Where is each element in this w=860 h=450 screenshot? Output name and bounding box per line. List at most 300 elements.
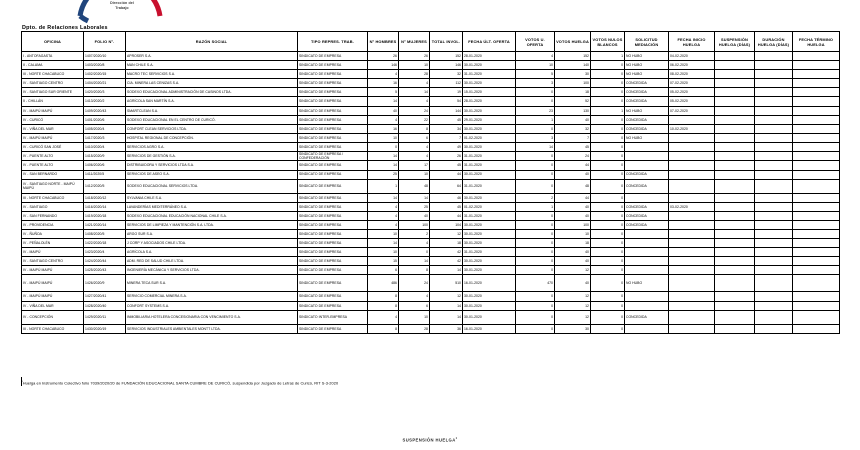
cell-fecha_termino <box>793 97 840 106</box>
cell-fecha_inicio <box>669 220 715 229</box>
cell-mujeres: 25 <box>399 202 430 211</box>
cell-mujeres: 2 <box>399 230 430 239</box>
cell-razon: SODEXO EDUCACIONAL EDUCACIÓN NACIONAL CHILE S.A. <box>126 211 298 220</box>
cell-folio: 1421/2020/14 <box>84 220 126 229</box>
cell-duracion <box>755 310 793 324</box>
cell-oficina: IV - ÑUÑOA <box>22 230 84 239</box>
cell-total: 36 <box>430 324 463 333</box>
cell-fecha_ut: 30-01-2020 <box>463 239 516 248</box>
cell-votos_nulos: 0 <box>591 79 625 88</box>
cell-total: 45 <box>430 202 463 211</box>
cell-razon: SODEXO EDUCACIONAL SERVICIOS LTDA. <box>126 179 298 193</box>
cell-mujeres: 8 <box>399 124 430 133</box>
cell-mujeres: 4 <box>399 79 430 88</box>
cell-votos_nulos: 0 <box>591 239 625 248</box>
cell-folio: 1430/2020/19 <box>84 324 126 333</box>
cell-razon: SERVICIOS AGRO S.A. <box>126 142 298 151</box>
cell-solicitud <box>625 266 669 275</box>
cell-votos_h: 10 <box>555 230 591 239</box>
cell-folio: 1413/2020/2 <box>84 97 126 106</box>
cell-oficina: II - CALAMA <box>22 61 84 70</box>
cell-mujeres: 100 <box>399 220 430 229</box>
cell-fecha_inicio: 07-02-2020 <box>669 106 715 115</box>
cell-fecha_ut: 31-01-2020 <box>463 70 516 79</box>
logo-text <box>84 1 160 10</box>
cell-suspension <box>715 106 755 115</box>
cell-duracion <box>755 193 793 202</box>
cell-votos_u: 0 <box>516 88 555 97</box>
column-header-votos_u: VOTOS U. OFERTA <box>516 32 555 52</box>
cell-tipo: SINDICATO DE EMPRESA <box>298 61 368 70</box>
table-row <box>22 97 840 106</box>
cell-folio: 1409/2020/43 <box>84 106 126 115</box>
cell-solicitud: CONCEDIDA <box>625 211 669 220</box>
cell-suspension <box>715 266 755 275</box>
cell-duracion <box>755 292 793 301</box>
cell-hombres: 1 <box>368 179 399 193</box>
cell-duracion <box>755 179 793 193</box>
cell-hombres: 146 <box>368 61 399 70</box>
cell-fecha_termino <box>793 301 840 310</box>
cell-suspension <box>715 79 755 88</box>
cell-mujeres: 8 <box>399 266 430 275</box>
cell-solicitud: CONCEDIDA <box>625 220 669 229</box>
cell-fecha_ut: 30-01-2020 <box>463 124 516 133</box>
cell-tipo: SINDICATO DE EMPRESA <box>298 275 368 292</box>
column-header-hombres: N° HOMBRES <box>368 32 399 52</box>
cell-total: 7 <box>430 133 463 142</box>
cell-votos_h: 24 <box>555 152 591 161</box>
cell-suspension <box>715 115 755 124</box>
cell-razon: SMARTCLEAN S.A. <box>126 106 298 115</box>
column-header-duracion: DURACIÓN HUELGA (DÍAS) <box>755 32 793 52</box>
cell-mujeres: 10 <box>399 61 430 70</box>
cell-solicitud: CONCEDIDA <box>625 79 669 88</box>
cell-hombres: 14 <box>368 193 399 202</box>
cell-solicitud <box>625 324 669 333</box>
cell-folio: 1427/2020/41 <box>84 292 126 301</box>
cell-votos_u: 3 <box>516 79 555 88</box>
cell-oficina: IV - SANTIAGO NORTE - MAIPÚ MAIPÚ <box>22 179 84 193</box>
cell-oficina: IV - PUENTE ALTO <box>22 152 84 161</box>
cell-votos_u: 23 <box>516 106 555 115</box>
cell-suspension <box>715 142 755 151</box>
cell-suspension <box>715 52 755 61</box>
footnote <box>21 378 841 386</box>
cell-total: 42 <box>430 248 463 257</box>
cell-oficina: II - CHILLÁN <box>22 97 84 106</box>
cell-suspension <box>715 88 755 97</box>
cell-tipo: SINDICATO DE EMPRESA <box>298 52 368 61</box>
cell-votos_h: 40 <box>555 257 591 266</box>
cell-duracion <box>755 124 793 133</box>
cell-mujeres: 4 <box>399 239 430 248</box>
cell-razon: SERVICIO COMERCIAL MINERA S.A. <box>126 292 298 301</box>
cell-tipo: SINDICATO DE EMPRESA <box>298 230 368 239</box>
cell-tipo: SINDICATO DE EMPRESA <box>298 133 368 142</box>
cell-total: 12 <box>430 292 463 301</box>
cell-oficina: IV - MAIPÚ MAIPÚ <box>22 266 84 275</box>
cell-total: 14 <box>430 301 463 310</box>
cell-fecha_termino <box>793 70 840 79</box>
cell-votos_u: 5 <box>516 70 555 79</box>
cell-votos_nulos: 0 <box>591 248 625 257</box>
cell-suspension <box>715 202 755 211</box>
table-row <box>22 124 840 133</box>
cell-hombres: 14 <box>368 97 399 106</box>
table-row <box>22 266 840 275</box>
cell-votos_u: 0 <box>516 211 555 220</box>
cell-folio: 1426/2020/9 <box>84 275 126 292</box>
cell-total: 152 <box>430 52 463 61</box>
cell-duracion <box>755 211 793 220</box>
cell-razon: ADM. RED DE SALUD CHILE LTDA. <box>126 257 298 266</box>
cell-votos_h: 40 <box>555 248 591 257</box>
table-row <box>22 220 840 229</box>
column-header-folio: FOLIO N°. <box>84 32 126 52</box>
cell-hombres: 4 <box>368 220 399 229</box>
cell-fecha_ut: 30-01-2020 <box>463 106 516 115</box>
cell-mujeres: 48 <box>399 179 430 193</box>
cell-votos_nulos: 1 <box>591 52 625 61</box>
cell-fecha_inicio: 07-02-2020 <box>669 79 715 88</box>
cell-fecha_ut: 30-01-2020 <box>463 79 516 88</box>
cell-votos_nulos: 0 <box>591 202 625 211</box>
cell-hombres: 4 <box>368 70 399 79</box>
cell-votos_h: 18 <box>555 88 591 97</box>
cell-votos_u: 0 <box>516 152 555 161</box>
cell-folio: 1417/2020/3 <box>84 133 126 142</box>
column-header-votos_nulos: VOTOS NULOS BLANCOS <box>591 32 625 52</box>
cell-total: 112 <box>430 79 463 88</box>
cell-folio: 1419/2020/18 <box>84 211 126 220</box>
column-header-total: TOTAL INVOL. <box>430 32 463 52</box>
cell-total: 26 <box>430 152 463 161</box>
cell-votos_u: 0 <box>516 248 555 257</box>
cell-solicitud: NO HUBO <box>625 70 669 79</box>
cell-razon: INGENIERÍA MECÁNICA Y SERVICIOS LTDA. <box>126 266 298 275</box>
cell-suspension <box>715 324 755 333</box>
cell-votos_u: 0 <box>516 257 555 266</box>
cell-oficina: IV - SANTIAGO <box>22 202 84 211</box>
cell-total: 14 <box>430 310 463 324</box>
cell-oficina: IV - PROVIDENCIA <box>22 220 84 229</box>
cell-votos_h: 44 <box>555 193 591 202</box>
cell-fecha_termino <box>793 324 840 333</box>
cell-solicitud: CONCEDIDA <box>625 88 669 97</box>
cell-votos_h: 44 <box>555 161 591 170</box>
cell-razon: APROSER S.A. <box>126 52 298 61</box>
cell-duracion <box>755 248 793 257</box>
table-row <box>22 324 840 333</box>
cell-oficina: III - NORTE CHACABUCO <box>22 324 84 333</box>
cell-suspension <box>715 133 755 142</box>
cell-votos_nulos: 0 <box>591 266 625 275</box>
cell-oficina: IV - SANTIAGO SUR ORIENTE <box>22 88 84 97</box>
cell-solicitud: NO HUBO <box>625 106 669 115</box>
cell-folio: 1420/2020/3 <box>84 88 126 97</box>
table-row <box>22 230 840 239</box>
cell-fecha_termino <box>793 179 840 193</box>
table-row <box>22 257 840 266</box>
cell-razon: ARGO SUR S.A. <box>126 230 298 239</box>
cell-mujeres: 14 <box>399 88 430 97</box>
cell-tipo: SINDICATO DE EMPRESA <box>298 266 368 275</box>
cell-tipo: SINDICATO DE EMPRESA <box>298 124 368 133</box>
table-row <box>22 211 840 220</box>
cell-fecha_ut: 31-01-2020 <box>463 211 516 220</box>
cell-votos_u: 0 <box>516 266 555 275</box>
cell-total: 12 <box>430 230 463 239</box>
cell-folio: 1416/2020/14 <box>84 202 126 211</box>
table-row <box>22 292 840 301</box>
cell-fecha_inicio <box>669 133 715 142</box>
cell-fecha_inicio: 05-02-2020 <box>669 88 715 97</box>
cell-duracion <box>755 79 793 88</box>
cell-total: 144 <box>430 106 463 115</box>
cell-tipo: SINDICATO DE EMPRESA <box>298 292 368 301</box>
cell-fecha_termino <box>793 211 840 220</box>
cell-fecha_termino <box>793 170 840 179</box>
cell-fecha_inicio: 05-02-2020 <box>669 97 715 106</box>
cell-razon: SODEXO EDUCACIONAL ADMINISTRACIÓN DE CASINOS LTDA. <box>126 88 298 97</box>
cell-razon: SERVICIOS DE LIMPIEZA Y MANTENCIÓN S.A. LTDA. <box>126 220 298 229</box>
cell-fecha_termino <box>793 88 840 97</box>
cell-suspension <box>715 257 755 266</box>
table-row <box>22 115 840 124</box>
cell-hombres: 16 <box>368 79 399 88</box>
cell-votos_nulos: 0 <box>591 230 625 239</box>
cell-mujeres: 0 <box>399 248 430 257</box>
cell-hombres: 8 <box>368 324 399 333</box>
cell-folio: 1405/2020/4 <box>84 124 126 133</box>
cell-fecha_ut: 31-01-2020 <box>463 152 516 161</box>
table-row <box>22 248 840 257</box>
cell-duracion <box>755 239 793 248</box>
cell-votos_nulos: 0 <box>591 211 625 220</box>
cell-razon: MINERA TECA SUR S.A. <box>126 275 298 292</box>
cell-fecha_termino <box>793 193 840 202</box>
cell-fecha_ut: 30-01-2020 <box>463 193 516 202</box>
cell-razon: SERVICIOS DE GESTIÓN S.A. <box>126 152 298 161</box>
cell-fecha_ut: 01-02-2020 <box>463 202 516 211</box>
cell-mujeres: 26 <box>399 52 430 61</box>
cell-votos_nulos: 0 <box>591 152 625 161</box>
table-row <box>22 193 840 202</box>
cell-duracion <box>755 230 793 239</box>
cell-tipo: SINDICATO DE EMPRESA <box>298 193 368 202</box>
cell-razon: MAN CHILE S.A. <box>126 61 298 70</box>
table-row <box>22 301 840 310</box>
cell-folio: 1407/2020/10 <box>84 52 126 61</box>
cell-fecha_inicio <box>669 248 715 257</box>
cell-suspension <box>715 179 755 193</box>
cell-razon: DISTRIBUIDORA Y SERVICIOS LTDA S.A. <box>126 161 298 170</box>
cell-fecha_inicio <box>669 292 715 301</box>
cell-fecha_termino <box>793 115 840 124</box>
cell-folio: 1412/2020/5 <box>84 179 126 193</box>
cell-votos_u: 0 <box>516 292 555 301</box>
table-row <box>22 275 840 292</box>
cell-votos_nulos: 1 <box>591 106 625 115</box>
cell-solicitud: CONCEDIDA <box>625 115 669 124</box>
cell-hombres: 10 <box>368 230 399 239</box>
cell-fecha_ut: 30-01-2020 <box>463 257 516 266</box>
cell-hombres: 4 <box>368 211 399 220</box>
cell-votos_u: 0 <box>516 324 555 333</box>
cell-votos_u: 2 <box>516 193 555 202</box>
cell-hombres: 40 <box>368 106 399 115</box>
cell-tipo: SINDICATO INTER-EMPRESA <box>298 310 368 324</box>
table-row <box>22 133 840 142</box>
cell-fecha_inicio: 04-02-2020 <box>669 52 715 61</box>
cell-total: 42 <box>430 257 463 266</box>
column-header-votos_h: VOTOS HUELGA <box>555 32 591 52</box>
cell-votos_u: 0 <box>516 239 555 248</box>
cell-votos_nulos: 0 <box>591 220 625 229</box>
cell-hombres: 4 <box>368 310 399 324</box>
cell-votos_h: 140 <box>555 61 591 70</box>
table-row <box>22 239 840 248</box>
cell-suspension <box>715 170 755 179</box>
cell-votos_h: 100 <box>555 220 591 229</box>
cell-duracion <box>755 88 793 97</box>
cell-fecha_inicio <box>669 257 715 266</box>
cell-suspension <box>715 310 755 324</box>
cell-votos_h: 30 <box>555 70 591 79</box>
cell-hombres: 4 <box>368 115 399 124</box>
cell-fecha_termino <box>793 230 840 239</box>
cell-votos_nulos: 0 <box>591 301 625 310</box>
cell-fecha_inicio <box>669 142 715 151</box>
cell-oficina: IV - MAIPÚ MAIPÚ <box>22 106 84 115</box>
cell-duracion <box>755 142 793 151</box>
cell-duracion <box>755 170 793 179</box>
cell-mujeres: 4 <box>399 142 430 151</box>
cell-mujeres: 22 <box>399 115 430 124</box>
cell-razon: SERVICIOS INDUSTRIALES AMBIENTALES MONTT LTDA. <box>126 324 298 333</box>
cell-fecha_inicio <box>669 115 715 124</box>
cell-fecha_ut: 30-01-2020 <box>463 220 516 229</box>
cell-votos_nulos: 0 <box>591 133 625 142</box>
table-row <box>22 61 840 70</box>
cell-duracion <box>755 301 793 310</box>
cell-solicitud <box>625 257 669 266</box>
cell-mujeres: 10 <box>399 170 430 179</box>
cell-total: 54 <box>430 97 463 106</box>
footnote-text: Huelga en Instrumento Colectivo folio 7039/2020/20 de FUNDACIÓN EDUCACIONAL SANTA CUMBRE DE CURICÓ, suspendida por Juzgado de Letras de Curicó, RIT S-3-2020 <box>22 380 339 386</box>
cell-fecha_inicio <box>669 266 715 275</box>
department-heading: Dpto. de Relaciones Laborales <box>22 25 108 31</box>
cell-fecha_termino <box>793 106 840 115</box>
cell-votos_h: 45 <box>555 142 591 151</box>
cell-fecha_termino <box>793 61 840 70</box>
cell-razon: CONFORT CLEAN SERVICIOS LTDA. <box>126 124 298 133</box>
cell-hombres: 6 <box>368 266 399 275</box>
cell-folio: 1422/2020/18 <box>84 239 126 248</box>
cell-votos_h: 40 <box>555 115 591 124</box>
cell-fecha_termino <box>793 152 840 161</box>
cell-oficina: IV - MAIPÚ MAIPÚ <box>22 275 84 292</box>
cell-mujeres: 14 <box>399 193 430 202</box>
cell-votos_u: 0 <box>516 310 555 324</box>
cell-razon: AGRÍCOLA SAN MARTÍN S.A. <box>126 97 298 106</box>
cell-oficina: IV - VIÑA DEL MAR <box>22 124 84 133</box>
cell-folio: 1428/2020/40 <box>84 301 126 310</box>
cell-duracion <box>755 61 793 70</box>
table-row <box>22 310 840 324</box>
cell-votos_nulos: 0 <box>591 142 625 151</box>
cell-duracion <box>755 161 793 170</box>
cell-fecha_termino <box>793 52 840 61</box>
cell-suspension <box>715 211 755 220</box>
cell-votos_nulos: 0 <box>591 88 625 97</box>
cell-duracion <box>755 202 793 211</box>
cell-hombres: 10 <box>368 133 399 142</box>
cell-solicitud: CONCEDIDA <box>625 97 669 106</box>
cell-oficina: IV - PUENTE ALTO <box>22 161 84 170</box>
cell-oficina: IV - MAIPÚ MAIPÚ <box>22 133 84 142</box>
cell-fecha_inicio <box>669 161 715 170</box>
cell-mujeres: 40 <box>399 211 430 220</box>
cell-tipo: SINDICATO DE EMPRESA <box>298 301 368 310</box>
cell-fecha_termino <box>793 257 840 266</box>
cell-tipo: SINDICATO DE EMPRESA <box>298 70 368 79</box>
cell-mujeres: 6 <box>399 301 430 310</box>
cell-duracion <box>755 106 793 115</box>
cell-fecha_termino <box>793 275 840 292</box>
cell-fecha_inicio <box>669 275 715 292</box>
cell-total: 46 <box>430 193 463 202</box>
cell-votos_u: 0 <box>516 124 555 133</box>
cell-solicitud: CONCEDIDA <box>625 124 669 133</box>
cell-oficina: IV - CURICÓ <box>22 115 84 124</box>
cell-tipo: SINDICATO DE EMPRESA <box>298 220 368 229</box>
cell-total: 510 <box>430 275 463 292</box>
cell-solicitud: NO HUBO <box>625 52 669 61</box>
cell-solicitud: CONCEDIDA <box>625 179 669 193</box>
cell-fecha_ut: 28-01-2020 <box>463 97 516 106</box>
cell-tipo: SINDICATO DE EMPRESA <box>298 179 368 193</box>
cell-fecha_ut: 01-02-2020 <box>463 133 516 142</box>
cell-fecha_ut: 29-01-2020 <box>463 115 516 124</box>
cell-razon: CONFORT SYSTEMS S.A. <box>126 301 298 310</box>
cell-fecha_ut: 30-01-2020 <box>463 230 516 239</box>
cell-total: 64 <box>430 179 463 193</box>
cell-fecha_termino <box>793 202 840 211</box>
dt-logo <box>66 0 174 24</box>
cell-fecha_ut: 30-01-2020 <box>463 292 516 301</box>
table-body <box>22 52 840 334</box>
strike-records-table-container <box>21 31 839 334</box>
cell-mujeres: 4 <box>399 152 430 161</box>
cell-hombres: 8 <box>368 301 399 310</box>
cell-duracion <box>755 115 793 124</box>
cell-mujeres: 28 <box>399 324 430 333</box>
cell-suspension <box>715 152 755 161</box>
cell-total: 44 <box>430 211 463 220</box>
column-header-mujeres: N° MUJERES <box>399 32 430 52</box>
cell-folio: 1410/2020/4 <box>84 142 126 151</box>
cell-fecha_termino <box>793 161 840 170</box>
logo-line-2: Trabajo <box>115 5 129 10</box>
column-header-fecha_termino: FECHA TÉRMINO HUELGA <box>793 32 840 52</box>
cell-fecha_inicio: 10-02-2020 <box>669 124 715 133</box>
cell-oficina: IV - SAN FERNANDO <box>22 211 84 220</box>
cell-votos_h: 40 <box>555 275 591 292</box>
cell-votos_h: 40 <box>555 211 591 220</box>
cell-votos_h: 152 <box>555 52 591 61</box>
